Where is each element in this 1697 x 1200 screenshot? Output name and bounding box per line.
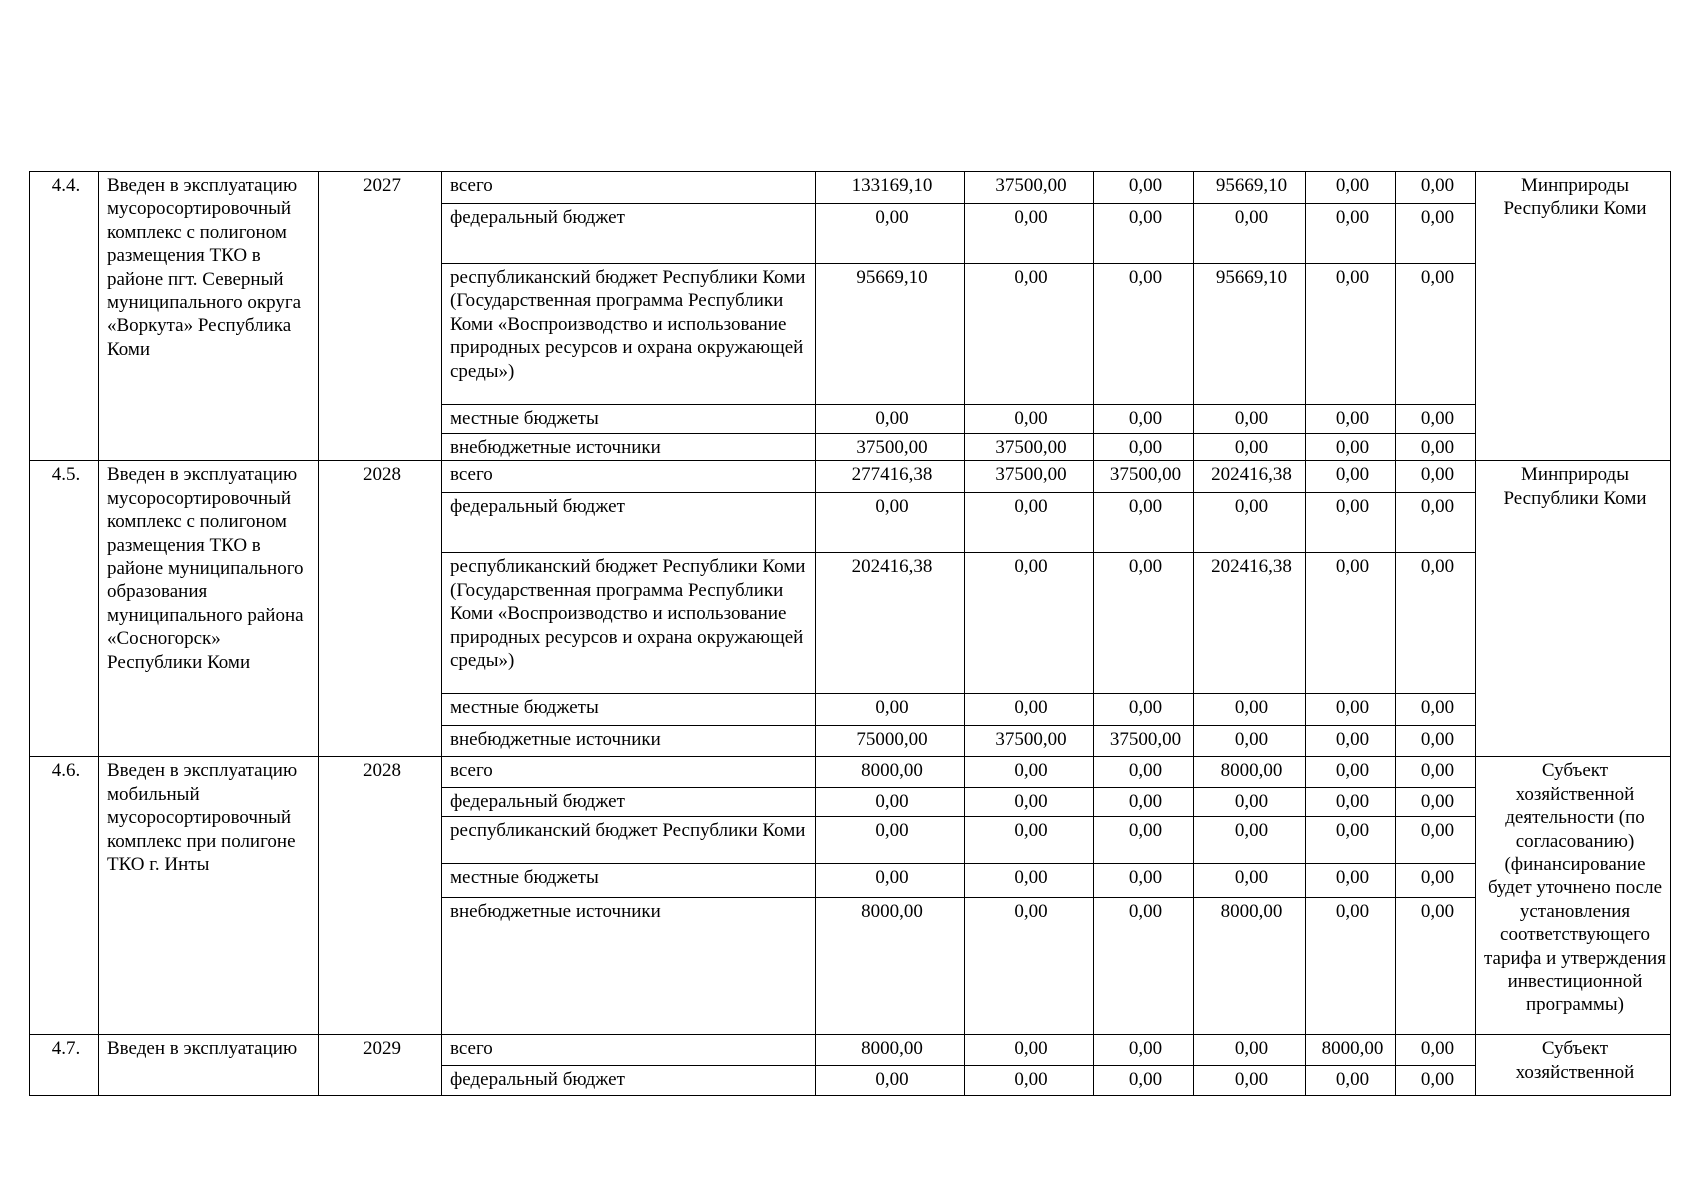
amount-cell: 95669,10 bbox=[1194, 172, 1306, 204]
funding-source: внебюджетные источники bbox=[442, 726, 816, 757]
amount-cell: 0,00 bbox=[1306, 461, 1396, 493]
amount-cell: 0,00 bbox=[1094, 898, 1194, 1035]
amount-cell: 0,00 bbox=[1194, 817, 1306, 864]
amount-cell: 0,00 bbox=[1396, 264, 1476, 405]
amount-cell: 75000,00 bbox=[816, 726, 965, 757]
amount-cell: 133169,10 bbox=[816, 172, 965, 204]
amount-cell: 0,00 bbox=[965, 553, 1094, 694]
amount-cell: 0,00 bbox=[1194, 1035, 1306, 1066]
funding-source: всего bbox=[442, 757, 816, 788]
amount-cell: 37500,00 bbox=[965, 726, 1094, 757]
amount-cell: 0,00 bbox=[1396, 553, 1476, 694]
item-executor: Минприроды Республики Коми bbox=[1476, 461, 1671, 757]
amount-cell: 202416,38 bbox=[1194, 461, 1306, 493]
amount-cell: 0,00 bbox=[1194, 694, 1306, 726]
funding-source: местные бюджеты bbox=[442, 864, 816, 898]
amount-cell: 37500,00 bbox=[816, 434, 965, 461]
amount-cell: 0,00 bbox=[1094, 757, 1194, 788]
amount-cell: 0,00 bbox=[1194, 864, 1306, 898]
amount-cell: 0,00 bbox=[1094, 788, 1194, 817]
amount-cell: 0,00 bbox=[1396, 204, 1476, 264]
amount-cell: 0,00 bbox=[965, 1035, 1094, 1066]
amount-cell: 0,00 bbox=[1194, 726, 1306, 757]
amount-cell: 0,00 bbox=[1306, 172, 1396, 204]
amount-cell: 8000,00 bbox=[1194, 898, 1306, 1035]
table-row bbox=[30, 1035, 1671, 1066]
item-description: Введен в эксплуатацию мобильный мусоросортировочный комплекс при полигоне ТКО г. Инты bbox=[99, 757, 319, 1035]
amount-cell: 37500,00 bbox=[1094, 461, 1194, 493]
amount-cell: 0,00 bbox=[965, 694, 1094, 726]
amount-cell: 0,00 bbox=[1094, 493, 1194, 553]
amount-cell: 0,00 bbox=[1306, 817, 1396, 864]
amount-cell: 0,00 bbox=[1396, 461, 1476, 493]
amount-cell: 0,00 bbox=[816, 1066, 965, 1096]
amount-cell: 0,00 bbox=[1094, 204, 1194, 264]
item-executor: Субъект хозяйственной деятельности (по согласованию) (финансирование будет уточнено после установления соответствующего тарифа и утверждения инвестиционной программы) bbox=[1476, 757, 1671, 1035]
amount-cell: 8000,00 bbox=[1306, 1035, 1396, 1066]
amount-cell: 0,00 bbox=[816, 405, 965, 434]
funding-source: всего bbox=[442, 1035, 816, 1066]
amount-cell: 0,00 bbox=[965, 405, 1094, 434]
amount-cell: 0,00 bbox=[1094, 434, 1194, 461]
item-year: 2027 bbox=[319, 172, 442, 461]
amount-cell: 0,00 bbox=[1396, 1035, 1476, 1066]
funding-source: республиканский бюджет Республики Коми (Государственная программа Республики Коми «Воспроизводство и использование природных ресурсов и охрана окружающей среды») bbox=[442, 553, 816, 694]
amount-cell: 0,00 bbox=[965, 817, 1094, 864]
amount-cell: 0,00 bbox=[1306, 204, 1396, 264]
amount-cell: 0,00 bbox=[1306, 864, 1396, 898]
item-description: Введен в эксплуатацию мусоросортировочный комплекс с полигоном размещения ТКО в районе пгт. Северный муниципального округа «Воркута» Республика Коми bbox=[99, 172, 319, 461]
amount-cell: 0,00 bbox=[816, 204, 965, 264]
funding-source: республиканский бюджет Республики Коми (Государственная программа Республики Коми «Воспроизводство и использование природных ресурсов и охрана окружающей среды») bbox=[442, 264, 816, 405]
amount-cell: 0,00 bbox=[1306, 1066, 1396, 1096]
amount-cell: 0,00 bbox=[1396, 405, 1476, 434]
funding-source: федеральный бюджет bbox=[442, 1066, 816, 1096]
amount-cell: 0,00 bbox=[1194, 405, 1306, 434]
amount-cell: 0,00 bbox=[1094, 864, 1194, 898]
amount-cell: 0,00 bbox=[1306, 405, 1396, 434]
funding-source: местные бюджеты bbox=[442, 405, 816, 434]
amount-cell: 8000,00 bbox=[816, 898, 965, 1035]
funding-source: федеральный бюджет bbox=[442, 493, 816, 553]
amount-cell: 37500,00 bbox=[965, 434, 1094, 461]
amount-cell: 202416,38 bbox=[1194, 553, 1306, 694]
amount-cell: 0,00 bbox=[1094, 817, 1194, 864]
amount-cell: 0,00 bbox=[1306, 694, 1396, 726]
amount-cell: 37500,00 bbox=[965, 461, 1094, 493]
amount-cell: 0,00 bbox=[965, 264, 1094, 405]
amount-cell: 0,00 bbox=[816, 694, 965, 726]
amount-cell: 202416,38 bbox=[816, 553, 965, 694]
amount-cell: 37500,00 bbox=[1094, 726, 1194, 757]
amount-cell: 0,00 bbox=[1094, 553, 1194, 694]
amount-cell: 95669,10 bbox=[816, 264, 965, 405]
funding-source: федеральный бюджет bbox=[442, 788, 816, 817]
amount-cell: 0,00 bbox=[1396, 434, 1476, 461]
amount-cell: 0,00 bbox=[1094, 172, 1194, 204]
funding-source: всего bbox=[442, 172, 816, 204]
item-year: 2028 bbox=[319, 757, 442, 1035]
amount-cell: 0,00 bbox=[1094, 264, 1194, 405]
item-number: 4.4. bbox=[30, 172, 99, 461]
amount-cell: 0,00 bbox=[1306, 726, 1396, 757]
item-year: 2028 bbox=[319, 461, 442, 757]
amount-cell: 0,00 bbox=[1094, 694, 1194, 726]
table-row bbox=[30, 757, 1671, 788]
item-description: Введен в эксплуатацию мусоросортировочный комплекс с полигоном размещения ТКО в районе муниципального образования муниципального района «Сосногорск» Республики Коми bbox=[99, 461, 319, 757]
amount-cell: 0,00 bbox=[1094, 405, 1194, 434]
budget-table bbox=[29, 171, 1671, 1096]
amount-cell: 0,00 bbox=[1194, 788, 1306, 817]
item-number: 4.7. bbox=[30, 1035, 99, 1096]
amount-cell: 0,00 bbox=[965, 493, 1094, 553]
amount-cell: 277416,38 bbox=[816, 461, 965, 493]
amount-cell: 0,00 bbox=[1194, 493, 1306, 553]
funding-source: федеральный бюджет bbox=[442, 204, 816, 264]
amount-cell: 0,00 bbox=[1306, 264, 1396, 405]
funding-source: внебюджетные источники bbox=[442, 434, 816, 461]
amount-cell: 8000,00 bbox=[816, 757, 965, 788]
amount-cell: 0,00 bbox=[816, 817, 965, 864]
amount-cell: 0,00 bbox=[1396, 757, 1476, 788]
amount-cell: 0,00 bbox=[1094, 1066, 1194, 1096]
amount-cell: 0,00 bbox=[1194, 434, 1306, 461]
funding-source: республиканский бюджет Республики Коми bbox=[442, 817, 816, 864]
amount-cell: 0,00 bbox=[1396, 726, 1476, 757]
amount-cell: 0,00 bbox=[1094, 1035, 1194, 1066]
amount-cell: 0,00 bbox=[1306, 553, 1396, 694]
item-number: 4.6. bbox=[30, 757, 99, 1035]
item-description: Введен в эксплуатацию bbox=[99, 1035, 319, 1096]
table-body bbox=[30, 172, 1671, 1096]
table-row bbox=[30, 172, 1671, 204]
amount-cell: 0,00 bbox=[1396, 817, 1476, 864]
amount-cell: 0,00 bbox=[1396, 1066, 1476, 1096]
amount-cell: 0,00 bbox=[1396, 864, 1476, 898]
amount-cell: 0,00 bbox=[1306, 898, 1396, 1035]
item-number: 4.5. bbox=[30, 461, 99, 757]
amount-cell: 0,00 bbox=[965, 204, 1094, 264]
table-row bbox=[30, 461, 1671, 493]
amount-cell: 0,00 bbox=[965, 898, 1094, 1035]
amount-cell: 0,00 bbox=[965, 864, 1094, 898]
amount-cell: 8000,00 bbox=[1194, 757, 1306, 788]
amount-cell: 0,00 bbox=[965, 757, 1094, 788]
amount-cell: 0,00 bbox=[1194, 1066, 1306, 1096]
funding-source: всего bbox=[442, 461, 816, 493]
funding-source: внебюджетные источники bbox=[442, 898, 816, 1035]
amount-cell: 0,00 bbox=[1396, 493, 1476, 553]
amount-cell: 0,00 bbox=[1396, 898, 1476, 1035]
item-executor: Минприроды Республики Коми bbox=[1476, 172, 1671, 461]
item-year: 2029 bbox=[319, 1035, 442, 1096]
amount-cell: 8000,00 bbox=[816, 1035, 965, 1066]
amount-cell: 0,00 bbox=[816, 864, 965, 898]
amount-cell: 0,00 bbox=[1306, 493, 1396, 553]
amount-cell: 0,00 bbox=[1396, 788, 1476, 817]
funding-source: местные бюджеты bbox=[442, 694, 816, 726]
amount-cell: 0,00 bbox=[1396, 694, 1476, 726]
amount-cell: 0,00 bbox=[1396, 172, 1476, 204]
item-executor: Субъект хозяйственной bbox=[1476, 1035, 1671, 1096]
amount-cell: 0,00 bbox=[1306, 757, 1396, 788]
amount-cell: 0,00 bbox=[1194, 204, 1306, 264]
amount-cell: 37500,00 bbox=[965, 172, 1094, 204]
amount-cell: 0,00 bbox=[816, 788, 965, 817]
amount-cell: 0,00 bbox=[965, 1066, 1094, 1096]
amount-cell: 0,00 bbox=[1306, 788, 1396, 817]
amount-cell: 95669,10 bbox=[1194, 264, 1306, 405]
amount-cell: 0,00 bbox=[1306, 434, 1396, 461]
amount-cell: 0,00 bbox=[816, 493, 965, 553]
amount-cell: 0,00 bbox=[965, 788, 1094, 817]
